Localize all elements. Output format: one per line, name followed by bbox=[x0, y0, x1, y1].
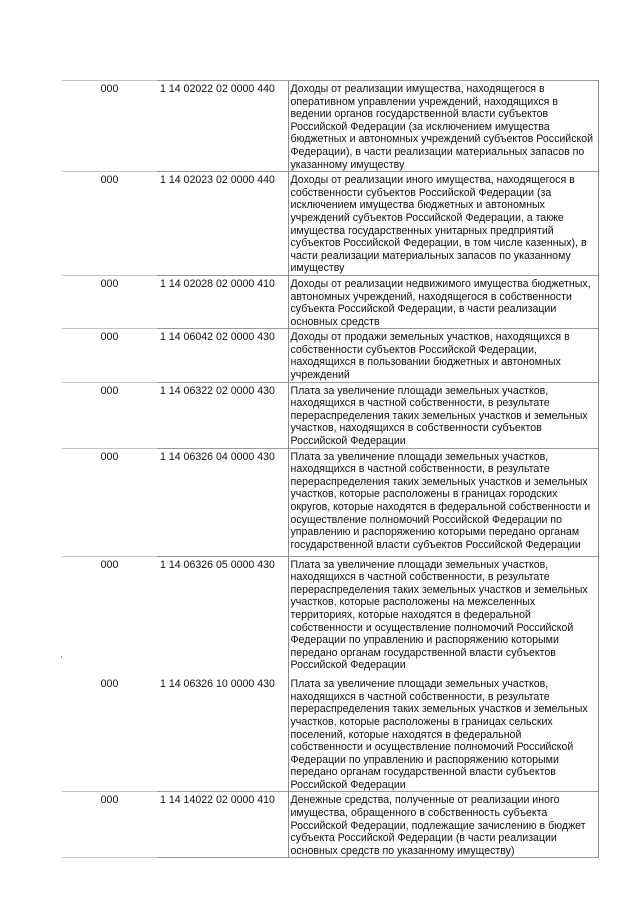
income-code-cell: 1 14 06326 05 0000 430 bbox=[157, 556, 288, 676]
income-code-cell: 1 14 02023 02 0000 440 bbox=[157, 172, 288, 276]
admin-code-cell: 000 bbox=[62, 792, 157, 858]
income-code-cell: 1 14 06322 02 0000 430 bbox=[157, 382, 288, 448]
table-row bbox=[62, 382, 598, 448]
income-code-cell: 1 14 06326 10 0000 430 bbox=[160, 678, 275, 691]
income-code-cell: 1 14 02022 02 0000 440 bbox=[157, 81, 288, 172]
income-code-cell: 1 14 06042 02 0000 430 bbox=[157, 329, 288, 382]
income-name-cell: Доходы от реализации недвижимого имущества бюджетных, автономных учреждений, находящегося в собственности субъекта Российской Федерации, в части реализации основных средств bbox=[288, 275, 598, 328]
admin-code-cell: 000 bbox=[62, 382, 157, 448]
admin-code-cell: 000 bbox=[62, 81, 157, 172]
income-name-cell: Плата за увеличение площади земельных участков, находящихся в частной собственности, в результате перераспределения таких земельных участков и земельных участков, которые расположены в границах сельских поселений, которые находятся в федеральной собственности и осуществление полномочий Российской Федерации по управлению и распоряжению которыми передано органам государственной власти субъектов Российской Федерации bbox=[288, 676, 598, 792]
income-code-cell: 1 14 14022 02 0000 410 bbox=[157, 792, 288, 858]
income-name-cell: Доходы от реализации имущества, находящегося в оперативном управлении учреждений, находящихся в ведении органов государственной власти субъектов Российской Федерации (за исключением имущества бюджетных и автономных учреждений субъектов Российской Федерации), в части реализации материальных запасов по указанному имуществу bbox=[288, 81, 598, 172]
income-name-cell: Денежные средства, полученные от реализации иного имущества, обращенного в собственность субъекта Российской Федерации, подлежащие зачислению в бюджет субъекта Российской Федерации (в части реализации основных средств по указанному имуществу) bbox=[288, 792, 598, 858]
admin-code-cell: 000 bbox=[62, 556, 157, 676]
admin-code-cell: 000 bbox=[62, 172, 157, 276]
table-row bbox=[62, 275, 598, 328]
margin-mark bbox=[61, 656, 62, 658]
income-name-cell: Доходы от реализации иного имущества, находящегося в собственности субъектов Российской Федерации (за исключением имущества бюджетных и автономных учреждений субъектов Российской Федерации, а также имущества государственных унитарных предприятий субъектов Российской Федерации, в том числе казенных), в части реализации материальных запасов по указанному имуществу bbox=[288, 172, 598, 276]
table-row bbox=[62, 329, 598, 382]
admin-code-cell: 000 bbox=[62, 275, 157, 328]
table-row bbox=[62, 556, 598, 676]
table-row bbox=[62, 792, 598, 858]
income-name-cell: Доходы от продажи земельных участков, находящихся в собственности субъектов Российской Федерации, находящихся в пользовании бюджетных и автономных учреждений bbox=[288, 329, 598, 382]
income-name-cell: Плата за увеличение площади земельных участков, находящихся в частной собственности, в результате перераспределения таких земельных участков и земельных участков, находящихся в собственности субъектов Российской Федерации bbox=[288, 382, 598, 448]
income-codes-table bbox=[62, 80, 599, 858]
income-code-cell: 1 14 06326 04 0000 430 bbox=[157, 448, 288, 556]
admin-code-cell: 000 bbox=[100, 678, 119, 691]
table-row bbox=[62, 81, 598, 172]
admin-code-cell: 000 bbox=[62, 329, 157, 382]
table-row bbox=[62, 676, 598, 792]
income-name-cell: Плата за увеличение площади земельных участков, находящихся в частной собственности, в результате перераспределения таких земельных участков и земельных участков, которые расположены в границах городских округов, которые находятся в федеральной собственности и осуществление полномочий Российской Федерации по управлению и распоряжению которыми передано органам государственной власти субъектов Российской Федерации bbox=[288, 448, 598, 556]
income-code-cell: 1 14 02028 02 0000 410 bbox=[157, 275, 288, 328]
table-row bbox=[62, 172, 598, 276]
table-row bbox=[62, 448, 598, 556]
income-name-cell: Плата за увеличение площади земельных участков, находящихся в частной собственности, в результате перераспределения таких земельных участков и земельных участков, которые расположены на межселенных территориях, которые находятся в федеральной собственности и осуществление полномочий Российской Федерации по управлению и распоряжению которыми передано органам государственной власти субъектов Российской Федерации bbox=[288, 556, 598, 676]
admin-code-cell: 000 bbox=[62, 448, 157, 556]
